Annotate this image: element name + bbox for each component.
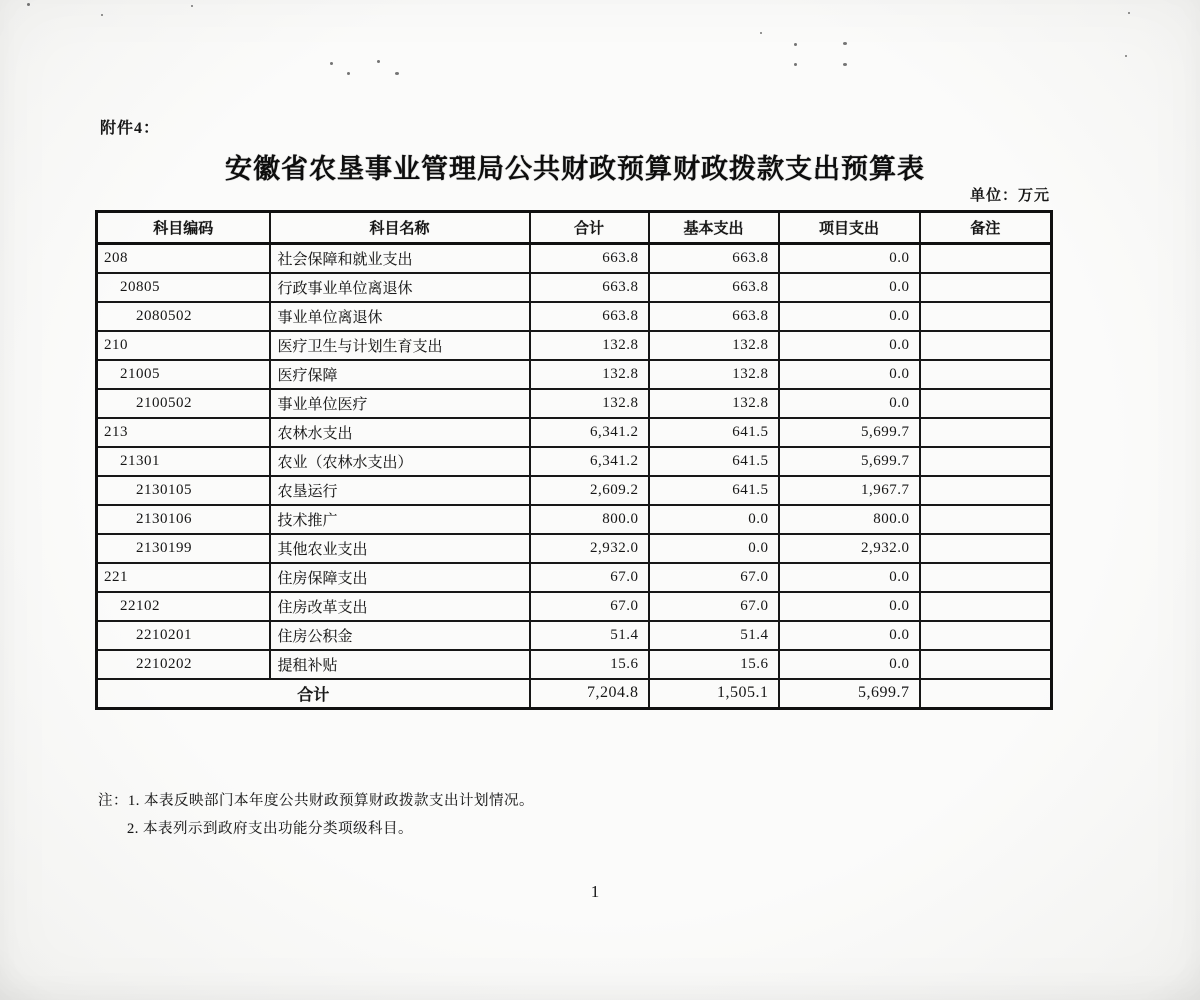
cell-name: 提租补贴	[270, 650, 530, 679]
scan-speck	[760, 32, 762, 34]
cell-basic: 641.5	[649, 418, 779, 447]
attachment-label: 附件4：	[100, 120, 161, 137]
scan-speck	[191, 5, 193, 7]
budget-table-header	[97, 212, 1052, 244]
cell-remark	[920, 273, 1052, 302]
col-header-remark: 备注	[920, 212, 1052, 244]
cell-total: 132.8	[530, 331, 649, 360]
table-row	[97, 534, 1052, 563]
cell-basic: 132.8	[649, 360, 779, 389]
cell-name: 农林水支出	[270, 418, 530, 447]
table-row	[97, 273, 1052, 302]
cell-project: 5,699.7	[779, 447, 920, 476]
cell-code: 2080502	[97, 302, 270, 331]
cell-project: 0.0	[779, 621, 920, 650]
cell-code: 213	[97, 418, 270, 447]
cell-name: 住房改革支出	[270, 592, 530, 621]
cell-remark	[920, 505, 1052, 534]
cell-name: 农业（农林水支出）	[270, 447, 530, 476]
cell-code: 21005	[97, 360, 270, 389]
table-row	[97, 331, 1052, 360]
budget-table-body	[97, 244, 1052, 679]
cell-total: 67.0	[530, 563, 649, 592]
cell-remark	[920, 621, 1052, 650]
cell-code: 2130105	[97, 476, 270, 505]
total-row-project: 5,699.7	[779, 679, 920, 709]
cell-project: 2,932.0	[779, 534, 920, 563]
table-row	[97, 302, 1052, 331]
total-row-total: 7,204.8	[530, 679, 649, 709]
cell-project: 0.0	[779, 331, 920, 360]
scan-speck	[843, 42, 847, 45]
cell-project: 0.0	[779, 389, 920, 418]
cell-remark	[920, 389, 1052, 418]
cell-remark	[920, 650, 1052, 679]
cell-basic: 663.8	[649, 273, 779, 302]
page-title: 安徽省农垦事业管理局公共财政预算财政拨款支出预算表	[225, 154, 925, 184]
table-row	[97, 621, 1052, 650]
table-row	[97, 389, 1052, 418]
cell-project: 0.0	[779, 244, 920, 273]
cell-code: 20805	[97, 273, 270, 302]
cell-code: 2210201	[97, 621, 270, 650]
cell-name: 事业单位离退休	[270, 302, 530, 331]
cell-total: 15.6	[530, 650, 649, 679]
cell-remark	[920, 592, 1052, 621]
total-row-basic: 1,505.1	[649, 679, 779, 709]
table-row	[97, 418, 1052, 447]
scan-speck	[347, 72, 350, 75]
cell-code: 221	[97, 563, 270, 592]
budget-table-footer	[97, 679, 1052, 709]
cell-project: 1,967.7	[779, 476, 920, 505]
cell-remark	[920, 476, 1052, 505]
scan-speck	[843, 63, 847, 66]
cell-remark	[920, 534, 1052, 563]
scan-speck	[27, 3, 30, 6]
cell-total: 51.4	[530, 621, 649, 650]
cell-remark	[920, 244, 1052, 273]
cell-basic: 51.4	[649, 621, 779, 650]
col-header-name: 科目名称	[270, 212, 530, 244]
cell-remark	[920, 302, 1052, 331]
table-row	[97, 244, 1052, 273]
cell-name: 住房公积金	[270, 621, 530, 650]
table-total-row	[97, 679, 1052, 709]
page-number: 1	[590, 882, 600, 901]
cell-basic: 0.0	[649, 505, 779, 534]
cell-basic: 641.5	[649, 447, 779, 476]
scan-speck	[101, 14, 103, 16]
cell-remark	[920, 418, 1052, 447]
cell-name: 事业单位医疗	[270, 389, 530, 418]
budget-table	[95, 210, 1053, 710]
cell-project: 0.0	[779, 592, 920, 621]
cell-code: 2210202	[97, 650, 270, 679]
cell-name: 住房保障支出	[270, 563, 530, 592]
table-row	[97, 360, 1052, 389]
cell-project: 0.0	[779, 273, 920, 302]
table-row	[97, 476, 1052, 505]
scan-speck	[330, 62, 333, 65]
col-header-code: 科目编码	[97, 212, 270, 244]
cell-project: 0.0	[779, 360, 920, 389]
cell-code: 210	[97, 331, 270, 360]
table-row	[97, 447, 1052, 476]
table-row	[97, 650, 1052, 679]
cell-basic: 67.0	[649, 563, 779, 592]
cell-total: 663.8	[530, 273, 649, 302]
col-header-project: 项目支出	[779, 212, 920, 244]
footnote-2: 2. 本表列示到政府支出功能分类项级科目。	[127, 821, 413, 837]
scan-speck	[395, 72, 399, 75]
footnote-1: 注：1. 本表反映部门本年度公共财政预算财政拨款支出计划情况。	[98, 793, 534, 809]
scan-speck	[794, 43, 797, 46]
cell-code: 208	[97, 244, 270, 273]
cell-basic: 132.8	[649, 331, 779, 360]
cell-basic: 663.8	[649, 244, 779, 273]
header-row	[97, 212, 1052, 244]
cell-total: 67.0	[530, 592, 649, 621]
cell-total: 6,341.2	[530, 447, 649, 476]
cell-remark	[920, 360, 1052, 389]
total-row-remark	[920, 679, 1052, 709]
table-row	[97, 563, 1052, 592]
cell-code: 22102	[97, 592, 270, 621]
cell-project: 5,699.7	[779, 418, 920, 447]
scan-speck	[1125, 55, 1127, 57]
cell-name: 社会保障和就业支出	[270, 244, 530, 273]
cell-basic: 0.0	[649, 534, 779, 563]
scan-speck	[377, 60, 380, 63]
cell-code: 2130199	[97, 534, 270, 563]
cell-basic: 15.6	[649, 650, 779, 679]
cell-remark	[920, 563, 1052, 592]
cell-basic: 663.8	[649, 302, 779, 331]
cell-remark	[920, 447, 1052, 476]
cell-total: 2,932.0	[530, 534, 649, 563]
cell-code: 2100502	[97, 389, 270, 418]
cell-total: 663.8	[530, 244, 649, 273]
table-row	[97, 592, 1052, 621]
cell-total: 132.8	[530, 360, 649, 389]
table-row	[97, 505, 1052, 534]
scan-speck	[1128, 12, 1130, 14]
cell-basic: 132.8	[649, 389, 779, 418]
cell-project: 0.0	[779, 650, 920, 679]
cell-project: 800.0	[779, 505, 920, 534]
cell-total: 6,341.2	[530, 418, 649, 447]
cell-name: 其他农业支出	[270, 534, 530, 563]
cell-total: 800.0	[530, 505, 649, 534]
cell-project: 0.0	[779, 563, 920, 592]
unit-label: 单位：万元	[969, 188, 1050, 204]
cell-total: 663.8	[530, 302, 649, 331]
footnotes	[98, 787, 534, 843]
cell-code: 21301	[97, 447, 270, 476]
total-row-label: 合计	[97, 679, 530, 709]
col-header-basic: 基本支出	[649, 212, 779, 244]
cell-total: 2,609.2	[530, 476, 649, 505]
cell-basic: 641.5	[649, 476, 779, 505]
cell-name: 医疗卫生与计划生育支出	[270, 331, 530, 360]
cell-total: 132.8	[530, 389, 649, 418]
cell-name: 行政事业单位离退休	[270, 273, 530, 302]
scan-speck	[794, 63, 797, 66]
cell-code: 2130106	[97, 505, 270, 534]
cell-basic: 67.0	[649, 592, 779, 621]
cell-remark	[920, 331, 1052, 360]
col-header-total: 合计	[530, 212, 649, 244]
cell-name: 医疗保障	[270, 360, 530, 389]
cell-project: 0.0	[779, 302, 920, 331]
cell-name: 农垦运行	[270, 476, 530, 505]
cell-name: 技术推广	[270, 505, 530, 534]
